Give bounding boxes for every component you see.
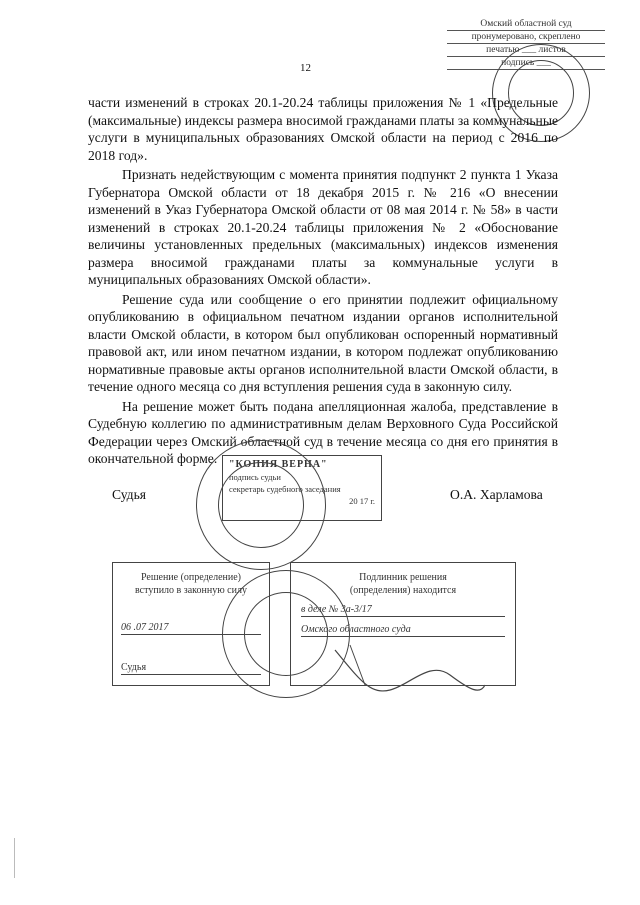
legal-force-line: вступило в законную силу	[135, 585, 247, 596]
original-location-court: Омского областного суда	[301, 623, 505, 637]
original-location-line: (определения) находится	[349, 585, 457, 596]
copy-stamp-line: 20 17 г.	[349, 496, 375, 506]
original-location-line: Подлинник решения	[359, 572, 447, 583]
paragraph: На решение может быть подана апелляционная жалоба, представление в Судебную коллегию по административным делам Верховного Суда Российской Федерации через Омский областной суд в течение месяца со дня его принятия в окончательной форме.	[88, 398, 558, 466]
judge-name: О.А. Харламова	[450, 487, 543, 502]
copy-stamp-line: подпись судьи	[229, 472, 281, 482]
paragraph: Признать недействующим с момента принятия подпункт 2 пункта 1 Указа Губернатора Омской области от 18 декабря 2015 г. № 216 «О внесении изменений в Указ Губернатора Омской области от 08 мая 2014 г. № 58» в части изменений в строках 20.1-20.24 таблицы приложения № 2 «Обоснование величины установленных предельных (максимальных) индексов изменения размера вносимой гражданами платы за коммунальные услуги в муниципальных образованиях Омской области».	[88, 167, 558, 287]
document-body	[88, 94, 558, 470]
legal-force-judge: Судья	[121, 661, 261, 675]
round-seal-bottom-inner	[244, 592, 328, 676]
handwritten-signature	[330, 640, 490, 700]
copy-stamp-line: секретарь судебного заседания	[229, 484, 341, 494]
copy-stamp-head: "КОПИЯ ВЕРНА"	[229, 459, 328, 470]
page-number: 12	[300, 62, 311, 74]
signature-title: Судья	[112, 487, 147, 502]
legal-force-date: 06 .07 2017	[121, 621, 261, 635]
margin-mark	[14, 838, 15, 878]
legal-force-line: Решение (определение)	[140, 572, 242, 583]
corner-stamp-line: подпись ___	[447, 57, 605, 70]
corner-stamp-line: пронумеровано, скреплено	[447, 31, 605, 44]
original-location-case: в деле № 3а-3/17	[301, 603, 505, 617]
corner-stamp-line: печатью ___ листов	[447, 44, 605, 57]
corner-stamp-line: Омский областной суд	[447, 18, 605, 31]
paragraph: части изменений в строках 20.1-20.24 таблицы приложения № 1 «Предельные (максимальные) индексы размера вносимой гражданами платы за коммунальные услуги в муниципальных образованиях Омской области на период с 2016 по 2018 год».	[88, 95, 558, 163]
paragraph: Решение суда или сообщение о его принятии подлежит официальному опубликованию в официальном печатном издании органов исполнительной власти Омской области, в котором был опубликован оспоренный нормативный правовой акт, или ином печатном издании, в котором подлежат опубликованию нормативные правовые акты органов исполнительной власти Омской области, в течение одного месяца со дня вступления решения суда в законную силу.	[88, 291, 558, 394]
round-seal-middle-inner	[218, 462, 304, 548]
